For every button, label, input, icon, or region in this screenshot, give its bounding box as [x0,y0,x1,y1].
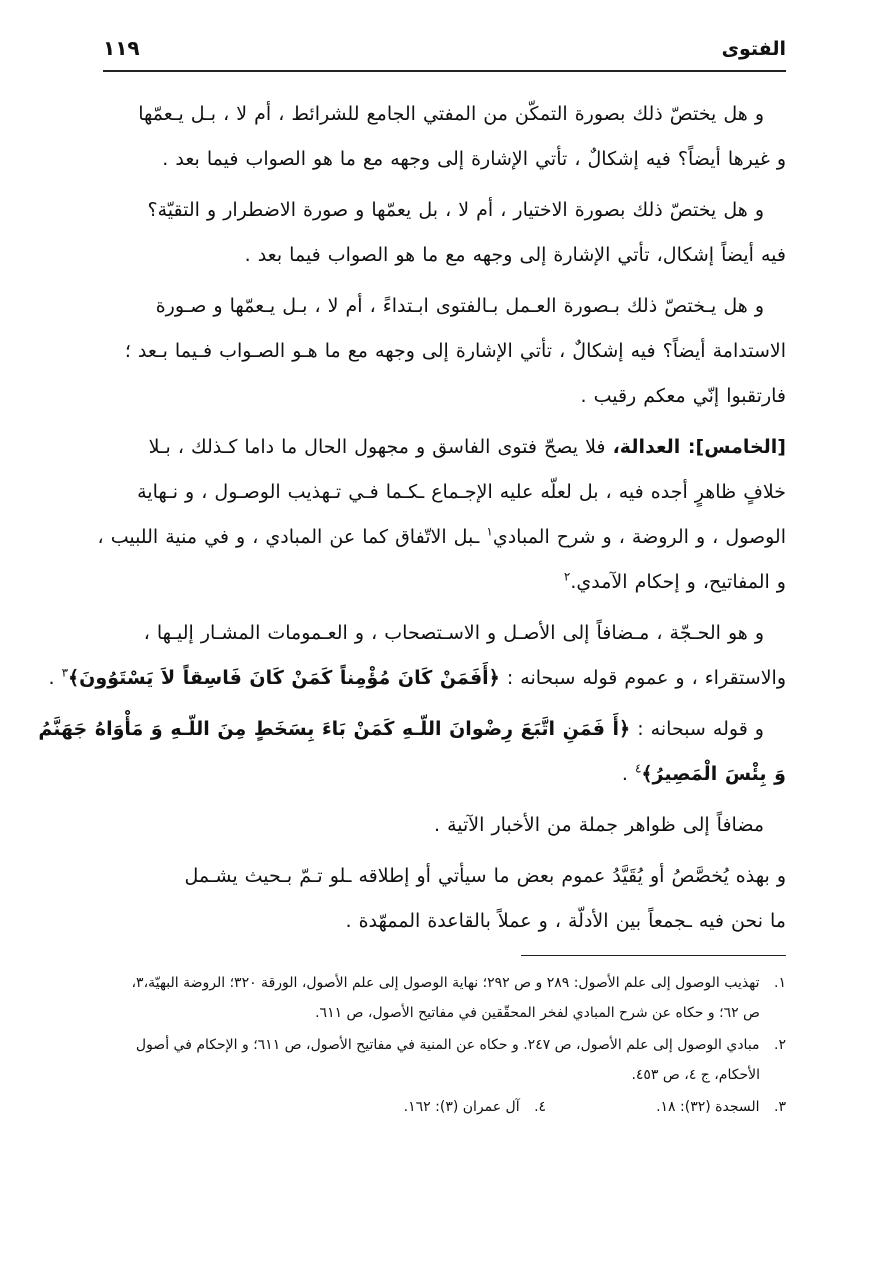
main-text [38,92,786,950]
paragraph-6 [48,611,786,701]
text-line: و هل يختصّ ذلك بصورة الاختيار ، أم لا ، بل يعمّها و صورة الاضطرار و التقيّة؟ [147,199,764,221]
footnote-text: ص ٦٢؛ و حكاه عن شرح المبادي لفخر المحقّقين في مفاتيح الأصول، ص ٦١١. [315,1005,760,1021]
text-segment: و قوله سبحانه : [637,718,764,740]
footnote-number: ٢. [774,1037,786,1053]
running-title: الفتوى [721,38,786,60]
paragraph-2 [103,188,786,278]
text-segment: والاستقراء ، و عموم قوله سبحانه : [506,667,786,689]
paragraph-8 [103,803,786,848]
footnote-text: الأحكام، ج ٤، ص ٤٥٣. [631,1067,760,1083]
text-line: فارتقبوا إنّي معكم رقيب . [580,385,786,407]
footnote-separator [521,955,786,956]
footnote-1 [103,968,786,1028]
quran-verse: ﴿أَفَمَنْ كَانَ مُؤْمِناً كَمَنْ كَانَ فَاسِقاً لاَ يَسْتَوُونَ﴾ [68,667,500,689]
text-segment: فلا يصحّ فتوى الفاسق و مجهول الحال ما داما كـذلك ، بـلا [148,436,606,458]
text-line [103,560,786,605]
text-line: فيه أيضاً إشكال، تأتي الإشارة إلى وجهه مع ما هو الصواب فيما بعد . [244,244,786,266]
quran-verse-cont: وَ بِئْسَ الْمَصِيرُ﴾ [641,763,786,785]
footnote-text: آل عمران (٣): ١٦٢. [403,1099,520,1115]
text-line: ما نحن فيه ـجمعاً بين الأدلّة ، و عملاً بالقاعدة الممهّدة . [345,910,786,932]
footnote-number: ٣. [774,1099,786,1115]
footnote-ref-4[interactable]: ٤ [634,761,642,776]
footnote-2 [103,1030,786,1090]
text-line: و هل يـختصّ ذلك بـصورة العـمل بـالفتوى ابـتداءً ، أم لا ، بـل يـعمّها و صـورة [155,295,764,317]
paragraph-7 [38,707,786,797]
paragraph-9 [103,854,786,944]
text-line: و هل يختصّ ذلك بصورة التمكّن من المفتي الجامع للشرائط ، أم لا ، بـل يـعمّها [138,103,764,125]
text-line: الاستدامة أيضاً؟ فيه إشكالٌ ، تأتي الإشارة إلى وجهه مع ما هـو الصـواب فـيما بـعد ؛ [124,340,786,362]
text-line: خلافٍ ظاهرٍ أجده فيه ، بل لعلّه عليه الإجـماع ـكـما فـي تـهذيب الوصـول ، و نـهاية [137,481,786,503]
footnotes [103,968,786,1124]
text-line: والاستقراء ، و عموم قوله سبحانه : ﴿أَفَمَنْ كَانَ مُؤْمِناً كَمَنْ كَانَ فَاسِقاً لاَ يَسْتَوُونَ﴾$^٣$ . [48,665,786,689]
header-rule [103,70,786,72]
footnote-text: السجدة (٣٢): ١٨. [656,1099,760,1115]
footnote-text: مبادي الوصول إلى علم الأصول، ص ٢٤٧. و حكاه عن المنية في مفاتيح الأصول، ص ٦١١؛ و الإحكام في أصول [135,1037,760,1053]
footnote-4 [404,1092,546,1122]
text-line: و غيرها أيضاً؟ فيه إشكالٌ ، تأتي الإشارة إلى وجهه مع ما هو الصواب فيما بعد . [162,148,786,170]
text-line: و هو الحـجّة ، مـضافاً إلى الأصـل و الاسـتصحاب ، و العـمومات المشـار إليـها ، [143,622,764,644]
text-line: و بهذه يُخصَّصُ أو يُقَيَّدُ عموم بعض ما سيأتي أو إطلاقه ـلو تـمّ بـحيث يشـمل [184,865,786,887]
footnote-text: تهذيب الوصول إلى علم الأصول: ٢٨٩ و ص ٢٩٢؛ نهاية الوصول إلى علم الأصول، الورقة ٣٢٠؛ الروضة البهيّة،٣، [131,975,760,991]
quran-verse: ﴿أَ فَمَنِ اتَّبَعَ رِضْوانَ اللّـهِ كَمَنْ بَاءَ بِسَخَطٍ مِنَ اللّـهِ وَ مَأْوَاهُ جَهَنَّمُ [38,718,631,740]
paragraph-1 [103,92,786,182]
paragraph-3 [103,284,786,419]
text-line [97,515,786,560]
footnote-ref-2[interactable]: ٢ [563,569,571,584]
footnote-ref-3[interactable]: ٣ [61,665,69,680]
footnote-number: ٤. [534,1099,547,1115]
text-line [38,707,786,752]
text-line [103,425,786,470]
page-number: ١١٩ [103,36,140,60]
footnote-row [103,1092,786,1124]
text-segment: و المفاتيح، و إحكام الآمدي. [570,571,786,593]
text-line: مضافاً إلى ظواهر جملة من الأخبار الآتية . [434,814,764,836]
footnote-number: ١. [774,975,786,991]
text-line: وَ بِئْسَ الْمَصِيرُ﴾$^٤$ . [621,761,786,785]
text-segment: الوصول ، و الروضة ، و شرح المبادي [492,526,786,548]
paragraph-5-justice [97,425,786,605]
footnote-ref-1[interactable]: ١ [486,524,493,539]
section-label: [الخامس]: العدالة، [612,436,786,458]
footnote-3 [656,1092,786,1122]
text-segment: ـبل الاتّفاق كما عن المبادي ، و في منية اللبيب ، [97,526,480,548]
